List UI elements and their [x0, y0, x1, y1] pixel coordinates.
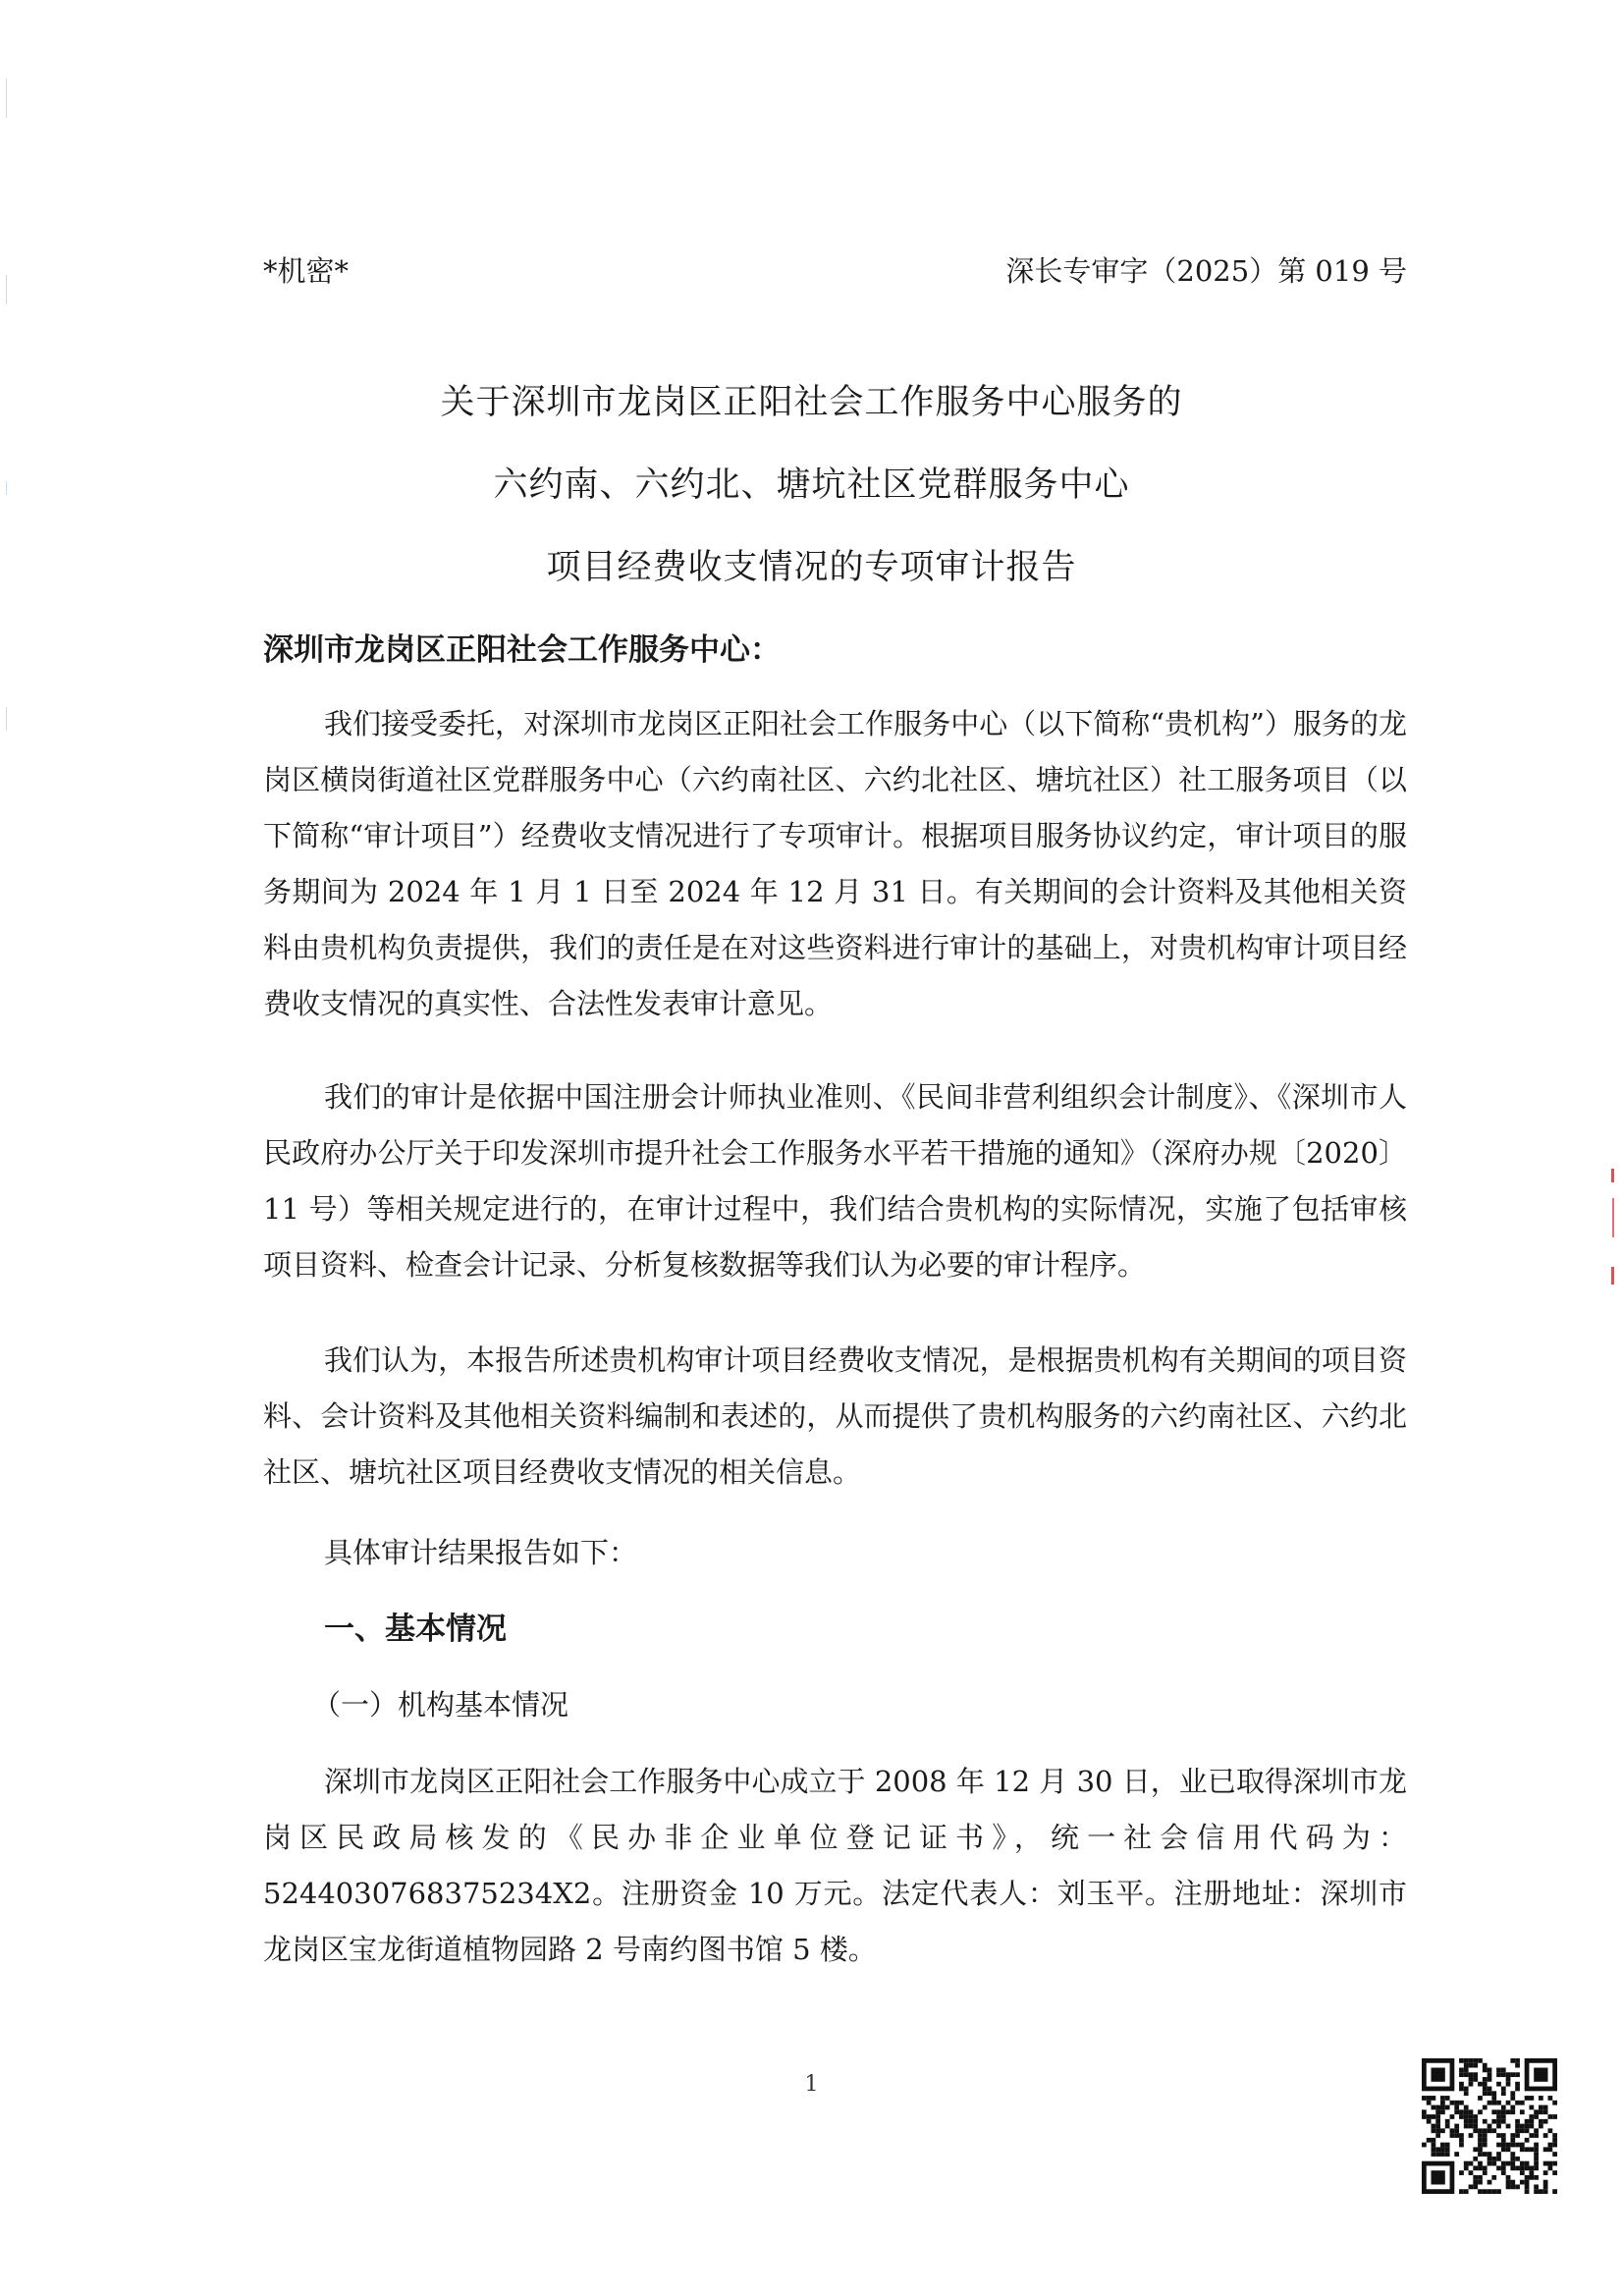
report-title-line-1: 关于深圳市龙岗区正阳社会工作服务中心服务的 [440, 383, 1183, 422]
report-title-line-2: 六约南、六约北、塘坑社区党群服务中心 [493, 465, 1130, 505]
qr-code-icon [1422, 2058, 1557, 2194]
report-title-line-3: 项目经费收支情况的专项审计报告 [546, 548, 1077, 587]
scan-edge-artifact [4, 79, 10, 962]
paragraph-basis: 我们的审计是依据中国注册会计师执业准则、《民间非营利组织会计制度》、《深圳市人民政府办公厅关于印发深圳市提升社会工作服务水平若干措施的通知》（深府办规〔2020〕11 号）等相关规定进行的，在审计过程中，我们结合贵机构的实际情况，实施了包括审核项目资料、检查会计记录、分析复核数据等我们认为必要的审计程序。 [263, 1080, 1407, 1282]
page-number: 1 [804, 2072, 819, 2097]
addressee: 深圳市龙岗区正阳社会工作服务中心： [263, 632, 781, 668]
seal-edge-mark [1610, 1169, 1616, 1306]
subsection-heading-org-info: （一）机构基本情况 [312, 1688, 569, 1722]
verification-qr-code[interactable] [1422, 2058, 1557, 2194]
section-heading-basic-info: 一、基本情况 [324, 1612, 507, 1647]
paragraph-opinion: 我们认为，本报告所述贵机构审计项目经费收支情况，是根据贵机构有关期间的项目资料、会计资料及其他相关资料编制和表述的，从而提供了贵机构服务的六约南社区、六约北社区、塘坑社区项目经费收支情况的相关信息。 [263, 1343, 1407, 1489]
classification-label: *机密* [263, 254, 350, 288]
paragraph-results-intro: 具体审计结果报告如下： [324, 1536, 638, 1569]
document-number: 深长专审字（2025）第 019 号 [1005, 254, 1407, 288]
paragraph-org-info: 深圳市龙岗区正阳社会工作服务中心成立于 2008 年 12 月 30 日，业已取得深圳市龙岗区民政局核发的《民办非企业单位登记证书》，统一社会信用代码为：5244030768375234X2。注册资金 10 万元。法定代表人：刘玉平。注册地址：深圳市龙岗区宝龙街道植物园路 2 号南约图书馆 5 楼。 [263, 1765, 1407, 1966]
paragraph-engagement: 我们接受委托，对深圳市龙岗区正阳社会工作服务中心（以下简称“贵机构”）服务的龙岗区横岗街道社区党群服务中心（六约南社区、六约北社区、塘坑社区）社工服务项目（以下简称“审计项目”）经费收支情况进行了专项审计。根据项目服务协议约定，审计项目的服务期间为 2024 年 1 月 1 日至 2024 年 12 月 31 日。有关期间的会计资料及其他相关资料由贵机构负责提供，我们的责任是在对这些资料进行审计的基础上，对贵机构审计项目经费收支情况的真实性、合法性发表审计意见。 [263, 707, 1407, 1020]
document-header [263, 249, 1407, 299]
